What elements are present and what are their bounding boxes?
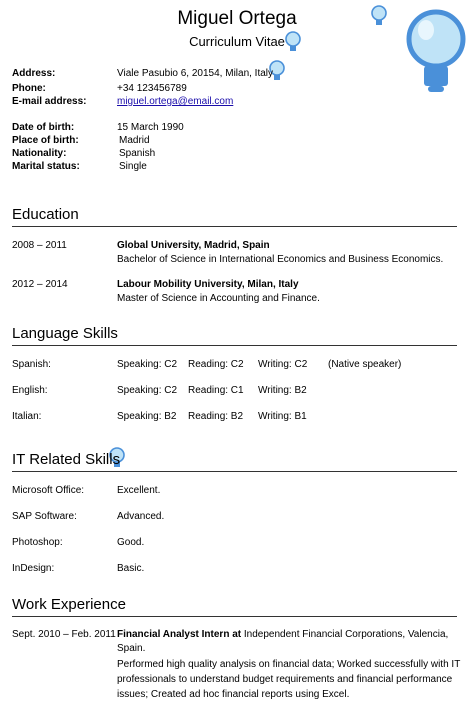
language-name: English: — [12, 385, 48, 396]
section-divider — [12, 226, 457, 227]
work-role: Financial Analyst Intern at — [117, 629, 242, 640]
large-lightbulb-icon — [404, 6, 468, 98]
language-note: (Native speaker) — [328, 359, 402, 370]
address-label: Address: — [12, 68, 56, 79]
language-writing: Writing: B1 — [258, 411, 307, 422]
it-skills-heading: IT Related Skills — [12, 451, 121, 468]
lightbulb-icon — [284, 31, 302, 55]
candidate-name: Miguel Ortega — [177, 8, 297, 29]
language-speaking: Speaking: C2 — [117, 359, 178, 370]
email-link[interactable]: miguel.ortega@email.com — [117, 96, 234, 107]
work-heading: Work Experience — [12, 596, 126, 613]
it-tool: InDesign: — [12, 563, 55, 574]
dob-value: 15 March 1990 — [117, 122, 184, 133]
phone-value: +34 123456789 — [117, 83, 187, 94]
language-name: Italian: — [12, 411, 42, 422]
pob-value: Madrid — [119, 135, 150, 146]
language-name: Spanish: — [12, 359, 51, 370]
phone-label: Phone: — [12, 83, 46, 94]
language-writing: Writing: C2 — [258, 359, 308, 370]
section-divider — [12, 345, 457, 346]
education-period: 2012 – 2014 — [12, 279, 68, 290]
it-level: Good. — [117, 537, 145, 548]
document-subtitle: Curriculum Vitae — [189, 34, 285, 49]
language-heading: Language Skills — [12, 325, 118, 342]
work-company-line2: Spain. — [117, 643, 146, 654]
work-description: professionals to understand budget requirements and financial performance — [117, 674, 453, 685]
language-speaking: Speaking: C2 — [117, 385, 178, 396]
marital-value: Single — [119, 161, 147, 172]
lightbulb-icon — [370, 5, 388, 29]
section-divider — [12, 471, 457, 472]
marital-label: Marital status: — [12, 161, 80, 172]
nationality-label: Nationality: — [12, 148, 67, 159]
section-divider — [12, 616, 457, 617]
work-description: issues; Created ad hoc financial reports using Excel. — [117, 689, 350, 700]
it-level: Excellent. — [117, 485, 161, 496]
it-tool: SAP Software: — [12, 511, 77, 522]
nationality-value: Spanish — [119, 148, 156, 159]
it-level: Advanced. — [117, 511, 165, 522]
dob-label: Date of birth: — [12, 122, 75, 133]
work-description: Performed high quality analysis on financial data; Worked successfully with IT — [117, 659, 461, 670]
education-institution: Global University, Madrid, Spain — [117, 240, 270, 251]
it-tool: Microsoft Office: — [12, 485, 85, 496]
it-tool: Photoshop: — [12, 537, 63, 548]
language-reading: Reading: B2 — [188, 411, 244, 422]
education-period: 2008 – 2011 — [12, 240, 67, 251]
language-reading: Reading: C1 — [188, 385, 244, 396]
work-period: Sept. 2010 – Feb. 2011 — [12, 629, 116, 640]
work-company: Independent Financial Corporations, Valencia, — [241, 629, 449, 640]
it-level: Basic. — [117, 563, 145, 574]
address-value: Viale Pasubio 6, 20154, Milan, Italy — [117, 68, 274, 79]
email-label: E-mail address: — [12, 96, 87, 107]
language-writing: Writing: B2 — [258, 385, 307, 396]
education-degree: Master of Science in Accounting and Finance. — [117, 293, 320, 304]
work-position — [117, 629, 448, 640]
education-institution: Labour Mobility University, Milan, Italy — [117, 279, 299, 290]
education-degree: Bachelor of Science in International Economics and Business Economics. — [117, 254, 444, 265]
education-heading: Education — [12, 206, 79, 223]
pob-label: Place of birth: — [12, 135, 79, 146]
language-reading: Reading: C2 — [188, 359, 244, 370]
language-speaking: Speaking: B2 — [117, 411, 177, 422]
